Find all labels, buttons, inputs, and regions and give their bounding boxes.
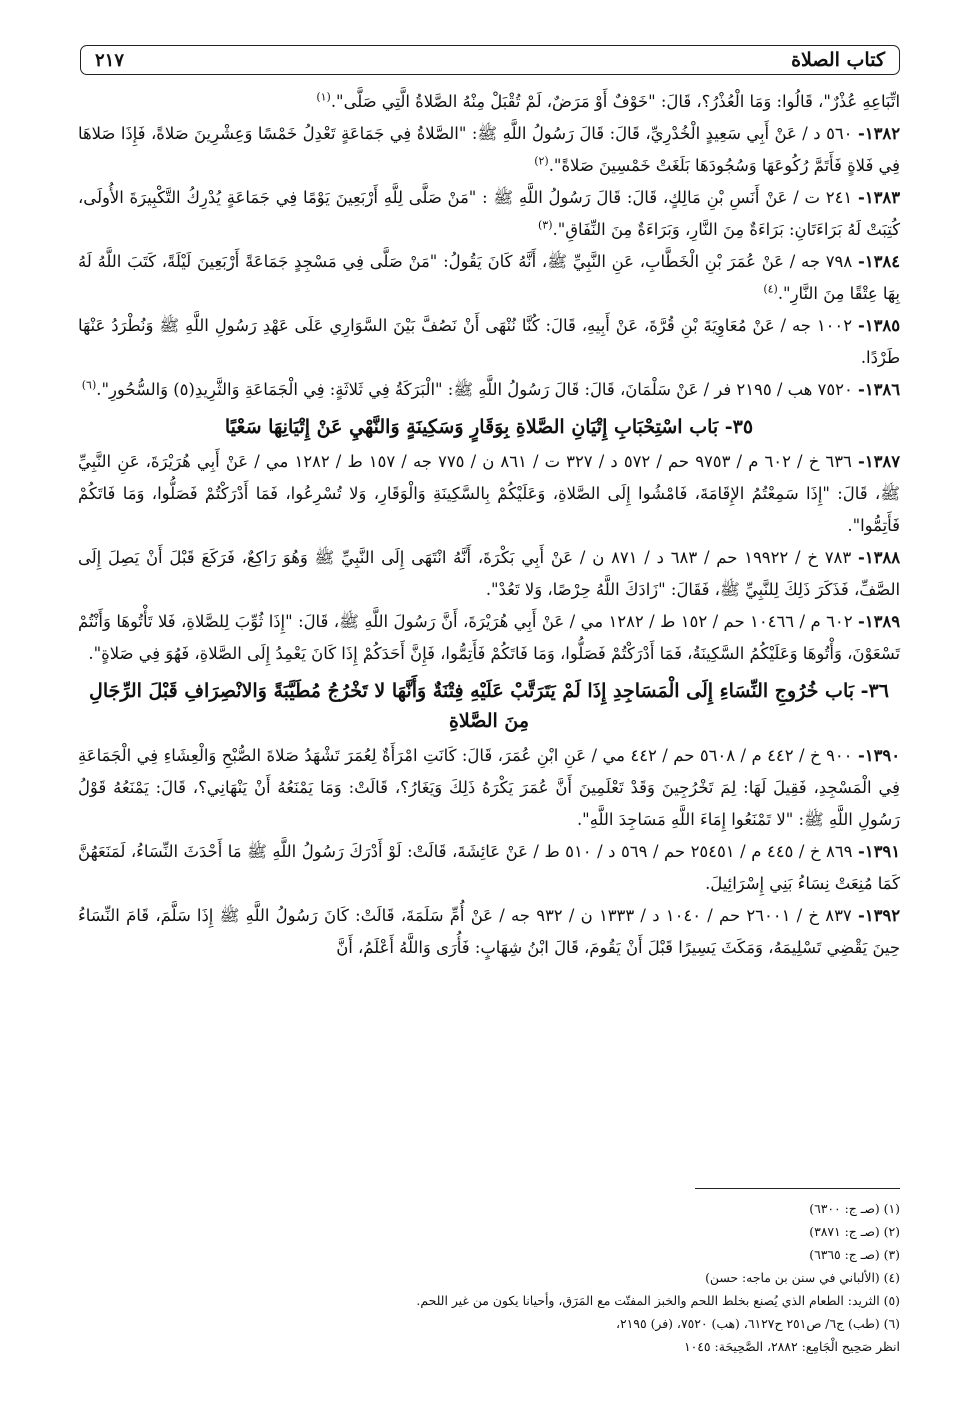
page-number: ٢١٧	[95, 49, 125, 71]
footnote: (٦) (طب) ج٦/ ص٢٥١ ح٦١٢٧، (هب) ٧٥٢٠، (فر) ٢١٩٥،	[616, 1316, 900, 1331]
hadith-paragraph: ١٣٩١- ٨٦٩ خ / ٤٤٥ م / ٢٥٤٥١ حم / ٥٦٩ د / ٥١٠ ط / عَنْ عَائِشَةَ، قَالَتْ: لَوْ أَدْرَكَ رَسُولُ اللَّهِ ﷺ مَا أَحْدَثَ النِّسَاءُ، لَمَنَعَهُنَّ كَمَا مُنِعَتْ نِسَاءُ بَنِي إِسْرَائِيلَ.	[78, 842, 901, 893]
hadith-paragraph: ١٣٨٢- ٥٦٠ د / عَنْ أَبِي سَعِيدٍ الْخُدْرِيِّ، قَالَ: قَالَ رَسُولُ اللَّهِ ﷺ: "الصَّلاةُ فِي جَمَاعَةٍ تَعْدِلُ خَمْسًا وَعِشْرِينَ صَلاةً، فَإِذَا صَلاهَا فِي فَلاةٍ فَأَتَمَّ رُكُوعَهَا وَسُجُودَهَا بَلَغَتْ خَمْسِينَ صَلاةً".$^{(٢)}$	[78, 124, 900, 175]
hadith-paragraph: اتِّبَاعِهِ عُذْرٌ"، قَالُوا: وَمَا الْعُذْرُ؟، قَالَ: "خَوْفٌ أَوْ مَرَضٌ، لَمْ تُقْبَلْ مِنْهُ الصَّلاةُ الَّتِي صَلَّى".$^{(١)}$	[316, 90, 900, 111]
page-header	[80, 45, 900, 75]
hadith-paragraph: ١٣٩٠- ٩٠٠ خ / ٤٤٢ م / ٥٦٠٨ حم / ٤٤٢ مي / عَنِ ابْنِ عُمَرَ، قَالَ: كَانَتِ امْرَأَةٌ لِعُمَرَ تَشْهَدُ صَلاةَ الصُّبْحِ وَالْعِشَاءِ فِي الْجَمَاعَةِ فِي الْمَسْجِدِ، فَقِيلَ لَهَا: لِمَ تَخْرُجِينَ وَقَدْ تَعْلَمِينَ أَنَّ عُمَرَ يَكْرَهُ ذَلِكَ وَيَغَارُ؟، قَالَتْ: وَمَا يَمْنَعُهُ أَنْ يَنْهَانِي؟، قَالَ: يَمْنَعُهُ قَوْلُ رَسُولِ اللَّهِ ﷺ: "لا تَمْنَعُوا إِمَاءَ اللَّهِ مَسَاجِدَ اللَّهِ".	[78, 746, 901, 829]
footnote: (٢) (صـ ج: ٣٨٧١)	[809, 1224, 900, 1239]
footnote: (٤) (الألباني في سنن بن ماجه: حسن)	[705, 1270, 900, 1285]
footnote-ref: (٦)	[81, 378, 97, 392]
footnote: انظر صَحِيح الْجَامِع: ٢٨٨٢، الصَّحِيحَة: ١٠٤٥	[683, 1339, 900, 1354]
hadith-paragraph: ١٣٨٧- ٦٣٦ خ / ٦٠٢ م / ٩٧٥٣ حم / ٥٧٢ د / ٣٢٧ ت / ٨٦١ ن / ٧٧٥ جه / ١٥٧ ط / ١٢٨٢ مي / عَنْ أَبِي هُرَيْرَةَ، عَنِ النَّبِيِّ ﷺ، قَالَ: "إِذَا سَمِعْتُمُ الإِقَامَةَ، فَامْشُوا إِلَى الصَّلاةِ، وَعَلَيْكُمْ بِالسَّكِينَةِ وَالْوَقَارِ، وَلا تُسْرِعُوا، فَمَا أَدْرَكْتُمْ فَصَلُّوا، وَمَا فَاتَكُمْ فَأَتِمُّوا".	[78, 452, 901, 535]
main-text	[78, 86, 900, 964]
book-title: كتاب الصلاة	[791, 49, 885, 71]
hadith-paragraph: ١٣٩٢- ٨٣٧ خ / ٢٦٠٠١ حم / ١٠٤٠ د / ١٣٣٣ ن / ٩٣٢ جه / عَنْ أُمِّ سَلَمَةَ، قَالَتْ: كَانَ رَسُولُ اللَّهِ ﷺ إِذَا سَلَّمَ، قَامَ النِّسَاءُ حِينَ يَقْضِي تَسْلِيمَهُ، وَمَكَثَ يَسِيرًا قَبْلَ أَنْ يَقُومَ، قَالَ ابْنُ شِهَابٍ: فَأُرَى وَاللَّهُ أَعْلَمُ، أَنَّ	[78, 906, 900, 957]
footnotes	[78, 1197, 900, 1358]
footnote-ref: (٣)	[537, 218, 553, 232]
hadith-paragraph: ١٣٨٨- ٧٨٣ خ / ١٩٩٢٢ حم / ٦٨٣ د / ٨٧١ ن / عَنْ أَبِي بَكْرَةَ، أَنَّهُ انْتَهَى إِلَى النَّبِيِّ ﷺ وَهُوَ رَاكِعٌ، فَرَكَعَ قَبْلَ أَنْ يَصِلَ إِلَى الصَّفِّ، فَذَكَرَ ذَلِكَ لِلنَّبِيِّ ﷺ، فَقَالَ: "زَادَكَ اللَّهُ حِرْصًا، وَلا تَعُدْ".	[78, 548, 900, 599]
hadith-paragraph: ١٣٨٩- ٦٠٢ م / ١٠٤٦٦ حم / ١٥٢ ط / ١٢٨٢ مي / عَنْ أَبِي هُرَيْرَةَ، أَنَّ رَسُولَ اللَّهِ ﷺ، قَالَ: "إِذَا ثُوِّبَ لِلصَّلاةِ، فَلا تَأْتُوهَا وَأَنْتُمْ تَسْعَوْنَ، وَأْتُوهَا وَعَلَيْكُمُ السَّكِينَةُ، فَمَا أَدْرَكْتُمْ فَصَلُّوا، وَمَا فَاتَكُمْ فَأَتِمُّوا، فَإِنَّ أَحَدَكُمْ إِذَا كَانَ يَعْمِدُ إِلَى الصَّلاةِ، فَهُوَ فِي صَلاةٍ".	[78, 612, 900, 663]
footnote: (٥) الثريد: الطعام الذي يُصنع بخلط اللحم والخبز المفتّت مع المَرَق، وأحيانا يكون من غير اللحم.	[416, 1293, 900, 1308]
hadith-paragraph: ١٣٨٥- ١٠٠٢ جه / عَنْ مُعَاوِيَةَ بْنِ قُرَّةَ، عَنْ أَبِيهِ، قَالَ: كُنَّا نُنْهَى أَنْ نَصُفَّ بَيْنَ السَّوَارِي عَلَى عَهْدِ رَسُولِ اللَّهِ ﷺ وَنُطْرَدُ عَنْهَا طَرْدًا.	[78, 316, 900, 367]
hadith-paragraph: ١٣٨٣- ٢٤١ ت / عَنْ أَنَسِ بْنِ مَالِكٍ، قَالَ: قَالَ رَسُولُ اللَّهِ ﷺ : "مَنْ صَلَّى لِلَّهِ أَرْبَعِينَ يَوْمًا فِي جَمَاعَةٍ يُدْرِكُ التَّكْبِيرَةَ الأُولَى، كُتِبَتْ لَهُ بَرَاءَتَانِ: بَرَاءَةٌ مِنَ النَّارِ، وَبَرَاءَةٌ مِنَ النِّفَاقِ".$^{(٣)}$	[78, 188, 901, 239]
footnote-ref: (٤)	[763, 282, 778, 296]
hadith-paragraph: ١٣٨٤- ٧٩٨ جه / عَنْ عُمَرَ بْنِ الْخَطَّابِ، عَنِ النَّبِيِّ ﷺ، أَنَّهُ كَانَ يَقُولُ: "مَنْ صَلَّى فِي مَسْجِدٍ جَمَاعَةً أَرْبَعِينَ لَيْلَةً، كَتَبَ اللَّهُ لَهُ بِهَا عِتْقًا مِنَ النَّارِ".$^{(٤)}$	[78, 252, 900, 303]
footnote-ref: (٢)	[534, 154, 549, 168]
footnote: (١) (صـ ج: ٦٣٠٠)	[809, 1201, 900, 1216]
footnote: (٣) (صـ ج: ٦٣٦٥)	[809, 1247, 900, 1262]
hadith-paragraph: ١٣٨٦- ٧٥٢٠ هب / ٢١٩٥ فر / عَنْ سَلْمَانَ، قَالَ: قَالَ رَسُولُ اللَّهِ ﷺ: "الْبَرَكَةُ فِي ثَلاثَةٍ: فِي الْجَمَاعَةِ وَالثَّرِيدِ(٥) وَالسُّحُورِ".$^{(٦)}$	[81, 378, 900, 399]
footnote-ref: (١)	[316, 90, 331, 104]
chapter-heading-35: ٣٥- بَاب اسْتِحْبَابِ إِتْيَانِ الصَّلاةِ بِوَقَارٍ وَسَكِينَةٍ وَالنَّهْيِ عَنْ إِتْيَانِهَا سَعْيًا	[224, 416, 754, 438]
chapter-heading-36: ٣٦- بَاب خُرُوجِ النِّسَاءِ إِلَى الْمَسَاجِدِ إِذَا لَمْ يَتَرَتَّبْ عَلَيْهِ فِتْنَةٌ وَأَنَّهَا لا تَخْرُجُ مُطَيَّبَةً وَالانْصِرَافِ قَبْلَ الرِّجَالِ مِنَ الصَّلاةِ	[89, 680, 889, 732]
footnote-divider	[695, 1188, 900, 1189]
